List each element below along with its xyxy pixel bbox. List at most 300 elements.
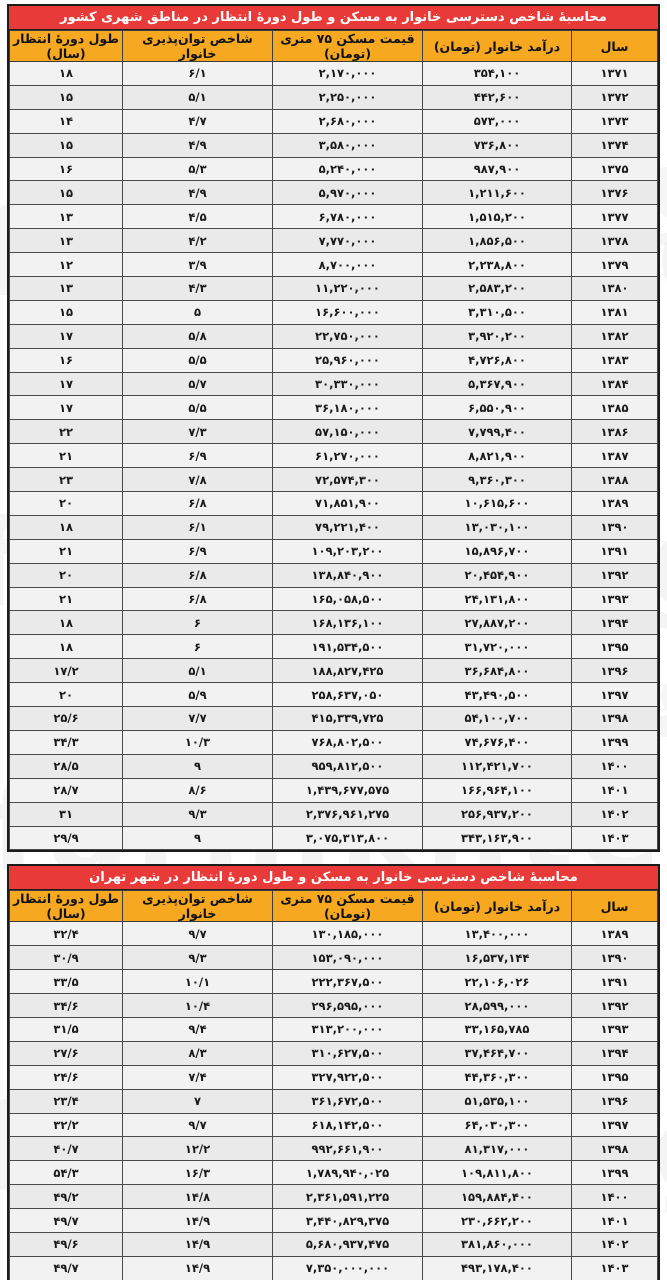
column-header-affordability-index: شاخص توان‌پذیری خانوار (123, 31, 273, 62)
table-row (10, 205, 658, 229)
income-cell: ۳۷,۴۶۴,۷۰۰ (423, 1041, 572, 1065)
waiting-period-cell: ۳۲/۴ (10, 922, 123, 946)
table-row (10, 420, 658, 444)
year-cell: ۱۴۰۱ (572, 1209, 658, 1233)
price-cell: ۲۹۶,۵۹۵,۰۰۰ (273, 994, 423, 1018)
year-cell: ۱۳۸۷ (572, 444, 658, 468)
affordability-index-cell: ۶ (123, 635, 273, 659)
affordability-index-cell: ۸/۶ (123, 778, 273, 802)
affordability-index-cell: ۶/۱ (123, 62, 273, 86)
waiting-period-cell: ۱۸ (10, 611, 123, 635)
year-cell: ۱۳۸۲ (572, 324, 658, 348)
income-cell: ۲۴,۱۳۱,۸۰۰ (423, 587, 572, 611)
table-row (10, 1089, 658, 1113)
waiting-period-cell: ۱۳ (10, 229, 123, 253)
table-row (10, 635, 658, 659)
header-row (10, 31, 658, 62)
table-row (10, 372, 658, 396)
year-cell: ۱۴۰۲ (572, 1232, 658, 1256)
price-cell: ۱,۷۸۹,۹۴۰,۰۲۵ (273, 1161, 423, 1185)
table-row (10, 515, 658, 539)
waiting-period-cell: ۲۸/۵ (10, 754, 123, 778)
affordability-index-cell: ۱۰/۱ (123, 970, 273, 994)
year-cell: ۱۳۹۷ (572, 683, 658, 707)
year-cell: ۱۳۹۹ (572, 730, 658, 754)
price-cell: ۳۶,۱۸۰,۰۰۰ (273, 396, 423, 420)
year-cell: ۱۳۷۲ (572, 85, 658, 109)
price-cell: ۳۱۳,۲۰۰,۰۰۰ (273, 1017, 423, 1041)
national-table-title: محاسبهٔ شاخص دسترسی خانوار به مسکن و طول دورهٔ انتظار در مناطق شهری کشور (9, 6, 658, 30)
income-cell: ۱۶,۵۳۷,۱۴۴ (423, 946, 572, 970)
table-row (10, 492, 658, 516)
price-cell: ۲,۲۵۰,۰۰۰ (273, 85, 423, 109)
price-cell: ۳۶۱,۶۷۲,۵۰۰ (273, 1089, 423, 1113)
tehran-table-header (10, 891, 658, 922)
table-row (10, 563, 658, 587)
affordability-index-cell: ۱۴/۸ (123, 1185, 273, 1209)
table-row (10, 181, 658, 205)
price-cell: ۳,۰۷۵,۳۱۳,۸۰۰ (273, 826, 423, 850)
tehran-housing-table-section (7, 864, 660, 1280)
income-cell: ۱۳,۴۰۰,۰۰۰ (423, 922, 572, 946)
table-row (10, 1065, 658, 1089)
income-cell: ۱۱۲,۴۲۱,۷۰۰ (423, 754, 572, 778)
affordability-index-cell: ۷/۴ (123, 1065, 273, 1089)
price-cell: ۳,۵۸۰,۰۰۰ (273, 133, 423, 157)
income-cell: ۳۶,۶۸۴,۸۰۰ (423, 659, 572, 683)
price-cell: ۳,۴۴۰,۸۲۹,۳۷۵ (273, 1209, 423, 1233)
affordability-index-cell: ۱۰/۳ (123, 730, 273, 754)
income-cell: ۴,۷۲۶,۸۰۰ (423, 348, 572, 372)
price-cell: ۲۲,۷۵۰,۰۰۰ (273, 324, 423, 348)
affordability-index-cell: ۶/۸ (123, 492, 273, 516)
waiting-period-cell: ۲۸/۷ (10, 778, 123, 802)
table-row (10, 946, 658, 970)
affordability-index-cell: ۶/۸ (123, 563, 273, 587)
waiting-period-cell: ۴۰/۷ (10, 1137, 123, 1161)
year-cell: ۱۳۹۶ (572, 659, 658, 683)
table-row (10, 754, 658, 778)
income-cell: ۱۵,۸۹۶,۷۰۰ (423, 539, 572, 563)
table-row (10, 1113, 658, 1137)
waiting-period-cell: ۱۷ (10, 324, 123, 348)
income-cell: ۵۷۳,۰۰۰ (423, 109, 572, 133)
income-cell: ۲۰,۴۵۴,۹۰۰ (423, 563, 572, 587)
price-cell: ۲,۱۷۰,۰۰۰ (273, 62, 423, 86)
year-cell: ۱۳۹۴ (572, 1041, 658, 1065)
price-cell: ۷۶۸,۸۰۲,۵۰۰ (273, 730, 423, 754)
affordability-index-cell: ۹/۷ (123, 1113, 273, 1137)
price-cell: ۲۲۲,۳۶۷,۵۰۰ (273, 970, 423, 994)
affordability-index-cell: ۱۴/۹ (123, 1232, 273, 1256)
affordability-index-cell: ۵/۱ (123, 659, 273, 683)
waiting-period-cell: ۲۱ (10, 444, 123, 468)
year-cell: ۱۳۹۲ (572, 563, 658, 587)
affordability-index-cell: ۵/۳ (123, 157, 273, 181)
affordability-index-cell: ۱۰/۴ (123, 994, 273, 1018)
income-cell: ۲۲,۱۰۶,۰۲۶ (423, 970, 572, 994)
affordability-index-cell: ۹/۳ (123, 802, 273, 826)
affordability-index-cell: ۷/۸ (123, 468, 273, 492)
year-cell: ۱۳۸۱ (572, 300, 658, 324)
table-row (10, 1232, 658, 1256)
price-cell: ۱۶۸,۱۳۶,۱۰۰ (273, 611, 423, 635)
waiting-period-cell: ۱۳ (10, 205, 123, 229)
price-cell: ۲,۶۸۰,۰۰۰ (273, 109, 423, 133)
income-cell: ۲,۵۸۳,۲۰۰ (423, 277, 572, 301)
affordability-index-cell: ۸/۳ (123, 1041, 273, 1065)
price-cell: ۹۵۹,۸۱۲,۵۰۰ (273, 754, 423, 778)
price-cell: ۵۷,۱۵۰,۰۰۰ (273, 420, 423, 444)
affordability-index-cell: ۵/۷ (123, 372, 273, 396)
affordability-index-cell: ۴/۹ (123, 181, 273, 205)
price-cell: ۳۲۷,۹۲۲,۵۰۰ (273, 1065, 423, 1089)
year-cell: ۱۳۸۹ (572, 492, 658, 516)
price-cell: ۵,۶۸۰,۹۳۷,۴۷۵ (273, 1232, 423, 1256)
income-cell: ۱۵۹,۸۸۴,۴۰۰ (423, 1185, 572, 1209)
year-cell: ۱۳۹۲ (572, 994, 658, 1018)
price-cell: ۳۱۰,۶۲۷,۵۰۰ (273, 1041, 423, 1065)
price-cell: ۳۰,۳۳۰,۰۰۰ (273, 372, 423, 396)
waiting-period-cell: ۴۹/۷ (10, 1256, 123, 1280)
income-cell: ۳۱,۷۲۰,۰۰۰ (423, 635, 572, 659)
income-cell: ۵,۳۶۷,۹۰۰ (423, 372, 572, 396)
waiting-period-cell: ۲۰ (10, 563, 123, 587)
income-cell: ۷۴,۶۷۶,۴۰۰ (423, 730, 572, 754)
waiting-period-cell: ۱۵ (10, 300, 123, 324)
year-cell: ۱۳۷۹ (572, 253, 658, 277)
table-row (10, 444, 658, 468)
price-cell: ۱,۴۳۹,۶۷۷,۵۷۵ (273, 778, 423, 802)
table-row (10, 396, 658, 420)
income-cell: ۳۵۴,۱۰۰ (423, 62, 572, 86)
table-row (10, 1017, 658, 1041)
year-cell: ۱۳۸۶ (572, 420, 658, 444)
price-cell: ۱۶,۶۰۰,۰۰۰ (273, 300, 423, 324)
income-cell: ۱۳,۰۳۰,۱۰۰ (423, 515, 572, 539)
price-cell: ۷۱,۸۵۱,۹۰۰ (273, 492, 423, 516)
column-header-affordability-index: شاخص توان‌پذیری خانوار (123, 891, 273, 922)
table-row (10, 157, 658, 181)
affordability-index-cell: ۷/۷ (123, 707, 273, 731)
waiting-period-cell: ۲۳/۴ (10, 1089, 123, 1113)
income-cell: ۳,۹۲۰,۲۰۰ (423, 324, 572, 348)
price-cell: ۶,۷۸۰,۰۰۰ (273, 205, 423, 229)
affordability-index-cell: ۵/۱ (123, 85, 273, 109)
table-row (10, 826, 658, 850)
income-cell: ۶,۵۵۰,۹۰۰ (423, 396, 572, 420)
year-cell: ۱۳۷۳ (572, 109, 658, 133)
table-row (10, 468, 658, 492)
year-cell: ۱۳۸۳ (572, 348, 658, 372)
waiting-period-cell: ۴۹/۷ (10, 1209, 123, 1233)
waiting-period-cell: ۳۳/۵ (10, 970, 123, 994)
national-housing-table-section (7, 4, 660, 852)
waiting-period-cell: ۳۲/۲ (10, 1113, 123, 1137)
year-cell: ۱۳۷۷ (572, 205, 658, 229)
affordability-index-cell: ۱۴/۹ (123, 1256, 273, 1280)
affordability-index-cell: ۶/۸ (123, 587, 273, 611)
price-cell: ۲,۳۷۶,۹۶۱,۲۷۵ (273, 802, 423, 826)
affordability-index-cell: ۱۶/۳ (123, 1161, 273, 1185)
year-cell: ۱۳۹۸ (572, 1137, 658, 1161)
price-cell: ۸,۷۰۰,۰۰۰ (273, 253, 423, 277)
affordability-index-cell: ۷ (123, 1089, 273, 1113)
waiting-period-cell: ۱۷ (10, 396, 123, 420)
income-cell: ۵۱,۵۳۵,۱۰۰ (423, 1089, 572, 1113)
waiting-period-cell: ۳۱/۵ (10, 1017, 123, 1041)
year-cell: ۱۳۷۸ (572, 229, 658, 253)
income-cell: ۵۴,۱۰۰,۷۰۰ (423, 707, 572, 731)
waiting-period-cell: ۲۷/۶ (10, 1041, 123, 1065)
waiting-period-cell: ۲۳ (10, 468, 123, 492)
affordability-index-cell: ۴/۷ (123, 109, 273, 133)
income-cell: ۱۰۹,۸۱۱,۸۰۰ (423, 1161, 572, 1185)
table-row (10, 1041, 658, 1065)
affordability-index-cell: ۵ (123, 300, 273, 324)
affordability-index-cell: ۹/۷ (123, 922, 273, 946)
year-cell: ۱۳۹۸ (572, 707, 658, 731)
waiting-period-cell: ۲۰ (10, 492, 123, 516)
affordability-index-cell: ۷/۳ (123, 420, 273, 444)
waiting-period-cell: ۲۴/۶ (10, 1065, 123, 1089)
header-row (10, 891, 658, 922)
affordability-index-cell: ۴/۹ (123, 133, 273, 157)
year-cell: ۱۳۷۴ (572, 133, 658, 157)
affordability-index-cell: ۴/۳ (123, 277, 273, 301)
affordability-index-cell: ۵/۵ (123, 396, 273, 420)
table-row (10, 707, 658, 731)
table-row (10, 970, 658, 994)
price-cell: ۶۱,۲۷۰,۰۰۰ (273, 444, 423, 468)
affordability-index-cell: ۹ (123, 826, 273, 850)
year-cell: ۱۳۷۵ (572, 157, 658, 181)
income-cell: ۸۱,۳۱۷,۰۰۰ (423, 1137, 572, 1161)
table-row (10, 85, 658, 109)
table-row (10, 994, 658, 1018)
affordability-index-cell: ۵/۵ (123, 348, 273, 372)
table-row (10, 659, 658, 683)
tehran-table-body (10, 922, 658, 1280)
tehran-housing-table (9, 890, 658, 1280)
income-cell: ۸,۸۲۱,۹۰۰ (423, 444, 572, 468)
table-row (10, 229, 658, 253)
income-cell: ۲۵۶,۹۳۷,۲۰۰ (423, 802, 572, 826)
table-row (10, 1256, 658, 1280)
year-cell: ۱۳۹۳ (572, 587, 658, 611)
price-cell: ۷۹,۲۲۱,۴۰۰ (273, 515, 423, 539)
income-cell: ۴۴۲,۶۰۰ (423, 85, 572, 109)
income-cell: ۱,۵۱۵,۲۰۰ (423, 205, 572, 229)
price-cell: ۱۶۵,۰۵۸,۵۰۰ (273, 587, 423, 611)
year-cell: ۱۳۹۴ (572, 611, 658, 635)
year-cell: ۱۳۸۴ (572, 372, 658, 396)
price-cell: ۱۵۳,۰۹۰,۰۰۰ (273, 946, 423, 970)
affordability-index-cell: ۹/۳ (123, 946, 273, 970)
price-cell: ۷۲,۵۷۴,۳۰۰ (273, 468, 423, 492)
affordability-index-cell: ۹ (123, 754, 273, 778)
table-row (10, 1161, 658, 1185)
waiting-period-cell: ۱۶ (10, 157, 123, 181)
national-housing-table (9, 30, 658, 850)
waiting-period-cell: ۱۵ (10, 181, 123, 205)
income-cell: ۳۳,۱۶۵,۷۸۵ (423, 1017, 572, 1041)
table-row (10, 611, 658, 635)
column-header-waiting-period: طول دورهٔ انتظار (سال) (10, 891, 123, 922)
affordability-index-cell: ۴/۲ (123, 229, 273, 253)
year-cell: ۱۴۰۰ (572, 754, 658, 778)
waiting-period-cell: ۱۶ (10, 348, 123, 372)
price-cell: ۲,۳۶۱,۵۹۱,۲۲۵ (273, 1185, 423, 1209)
waiting-period-cell: ۲۹/۹ (10, 826, 123, 850)
income-cell: ۳,۳۱۰,۵۰۰ (423, 300, 572, 324)
table-row (10, 324, 658, 348)
waiting-period-cell: ۲۱ (10, 539, 123, 563)
waiting-period-cell: ۱۸ (10, 635, 123, 659)
income-cell: ۷,۷۹۹,۴۰۰ (423, 420, 572, 444)
price-cell: ۲۵,۹۶۰,۰۰۰ (273, 348, 423, 372)
table-row (10, 587, 658, 611)
waiting-period-cell: ۳۴/۳ (10, 730, 123, 754)
year-cell: ۱۴۰۳ (572, 1256, 658, 1280)
price-cell: ۱۸۸,۸۲۷,۴۲۵ (273, 659, 423, 683)
affordability-index-cell: ۹/۴ (123, 1017, 273, 1041)
waiting-period-cell: ۲۰ (10, 683, 123, 707)
year-cell: ۱۳۸۸ (572, 468, 658, 492)
year-cell: ۱۴۰۱ (572, 778, 658, 802)
income-cell: ۹۸۷,۹۰۰ (423, 157, 572, 181)
income-cell: ۱۰,۶۱۵,۶۰۰ (423, 492, 572, 516)
year-cell: ۱۳۷۶ (572, 181, 658, 205)
waiting-period-cell: ۱۵ (10, 133, 123, 157)
affordability-index-cell: ۳/۹ (123, 253, 273, 277)
table-row (10, 109, 658, 133)
table-row (10, 277, 658, 301)
waiting-period-cell: ۱۷/۲ (10, 659, 123, 683)
price-cell: ۱۰۹,۲۰۳,۲۰۰ (273, 539, 423, 563)
year-cell: ۱۳۹۵ (572, 635, 658, 659)
waiting-period-cell: ۱۲ (10, 253, 123, 277)
income-cell: ۶۴,۰۳۰,۳۰۰ (423, 1113, 572, 1137)
waiting-period-cell: ۳۴/۶ (10, 994, 123, 1018)
year-cell: ۱۳۸۰ (572, 277, 658, 301)
year-cell: ۱۳۹۰ (572, 515, 658, 539)
year-cell: ۱۳۹۱ (572, 970, 658, 994)
income-cell: ۳۴۳,۱۶۳,۹۰۰ (423, 826, 572, 850)
waiting-period-cell: ۳۰/۹ (10, 946, 123, 970)
year-cell: ۱۴۰۳ (572, 826, 658, 850)
column-header-household-income: درآمد خانوار (تومان) (423, 31, 572, 62)
price-cell: ۱۳۸,۸۴۰,۹۰۰ (273, 563, 423, 587)
year-cell: ۱۳۸۹ (572, 922, 658, 946)
income-cell: ۱,۲۱۱,۶۰۰ (423, 181, 572, 205)
price-cell: ۱۱,۲۲۰,۰۰۰ (273, 277, 423, 301)
affordability-index-cell: ۶/۹ (123, 539, 273, 563)
year-cell: ۱۴۰۲ (572, 802, 658, 826)
waiting-period-cell: ۱۴ (10, 109, 123, 133)
waiting-period-cell: ۲۱ (10, 587, 123, 611)
affordability-index-cell: ۶/۱ (123, 515, 273, 539)
income-cell: ۲۳۰,۶۶۲,۲۰۰ (423, 1209, 572, 1233)
year-cell: ۱۳۷۱ (572, 62, 658, 86)
waiting-period-cell: ۲۵/۶ (10, 707, 123, 731)
table-row (10, 348, 658, 372)
income-cell: ۲,۲۳۸,۸۰۰ (423, 253, 572, 277)
price-cell: ۴۱۵,۳۳۹,۷۲۵ (273, 707, 423, 731)
price-cell: ۷,۳۵۰,۰۰۰,۰۰۰ (273, 1256, 423, 1280)
year-cell: ۱۳۹۹ (572, 1161, 658, 1185)
column-header-year: سال (572, 31, 658, 62)
year-cell: ۱۳۹۵ (572, 1065, 658, 1089)
table-row (10, 730, 658, 754)
year-cell: ۱۳۹۳ (572, 1017, 658, 1041)
table-row (10, 922, 658, 946)
table-row (10, 62, 658, 86)
table-row (10, 133, 658, 157)
table-row (10, 1209, 658, 1233)
table-row (10, 1137, 658, 1161)
income-cell: ۱,۸۵۶,۵۰۰ (423, 229, 572, 253)
year-cell: ۱۴۰۰ (572, 1185, 658, 1209)
year-cell: ۱۳۹۰ (572, 946, 658, 970)
affordability-index-cell: ۱۲/۲ (123, 1137, 273, 1161)
price-cell: ۹۹۲,۶۶۱,۹۰۰ (273, 1137, 423, 1161)
column-header-year: سال (572, 891, 658, 922)
year-cell: ۱۳۸۵ (572, 396, 658, 420)
year-cell: ۱۳۹۶ (572, 1089, 658, 1113)
waiting-period-cell: ۲۲ (10, 420, 123, 444)
year-cell: ۱۳۹۱ (572, 539, 658, 563)
table-row (10, 1185, 658, 1209)
price-cell: ۵,۹۷۰,۰۰۰ (273, 181, 423, 205)
waiting-period-cell: ۱۸ (10, 515, 123, 539)
column-header-household-income: درآمد خانوار (تومان) (423, 891, 572, 922)
waiting-period-cell: ۴۹/۶ (10, 1232, 123, 1256)
income-cell: ۷۳۶,۸۰۰ (423, 133, 572, 157)
column-header-housing-price: قیمت مسکن ۷۵ متری (تومان) (273, 891, 423, 922)
waiting-period-cell: ۱۷ (10, 372, 123, 396)
price-cell: ۵,۲۴۰,۰۰۰ (273, 157, 423, 181)
income-cell: ۹,۳۶۰,۳۰۰ (423, 468, 572, 492)
table-row (10, 802, 658, 826)
table-row (10, 683, 658, 707)
price-cell: ۲۵۸,۶۳۷,۰۵۰ (273, 683, 423, 707)
waiting-period-cell: ۱۳ (10, 277, 123, 301)
waiting-period-cell: ۵۴/۳ (10, 1161, 123, 1185)
waiting-period-cell: ۱۸ (10, 62, 123, 86)
national-table-body (10, 62, 658, 850)
year-cell: ۱۳۹۷ (572, 1113, 658, 1137)
price-cell: ۱۳۰,۱۸۵,۰۰۰ (273, 922, 423, 946)
price-cell: ۷,۷۷۰,۰۰۰ (273, 229, 423, 253)
waiting-period-cell: ۱۵ (10, 85, 123, 109)
income-cell: ۴۹۳,۱۷۸,۴۰۰ (423, 1256, 572, 1280)
table-row (10, 253, 658, 277)
income-cell: ۲۸,۵۹۹,۰۰۰ (423, 994, 572, 1018)
price-cell: ۶۱۸,۱۴۲,۵۰۰ (273, 1113, 423, 1137)
affordability-index-cell: ۱۴/۹ (123, 1209, 273, 1233)
price-cell: ۱۹۱,۵۳۴,۵۰۰ (273, 635, 423, 659)
income-cell: ۴۴,۳۶۰,۳۰۰ (423, 1065, 572, 1089)
income-cell: ۲۷,۸۸۷,۲۰۰ (423, 611, 572, 635)
affordability-index-cell: ۶/۹ (123, 444, 273, 468)
affordability-index-cell: ۵/۹ (123, 683, 273, 707)
income-cell: ۳۸۱,۸۶۰,۰۰۰ (423, 1232, 572, 1256)
national-table-header (10, 31, 658, 62)
waiting-period-cell: ۴۹/۲ (10, 1185, 123, 1209)
affordability-index-cell: ۶ (123, 611, 273, 635)
table-row (10, 300, 658, 324)
